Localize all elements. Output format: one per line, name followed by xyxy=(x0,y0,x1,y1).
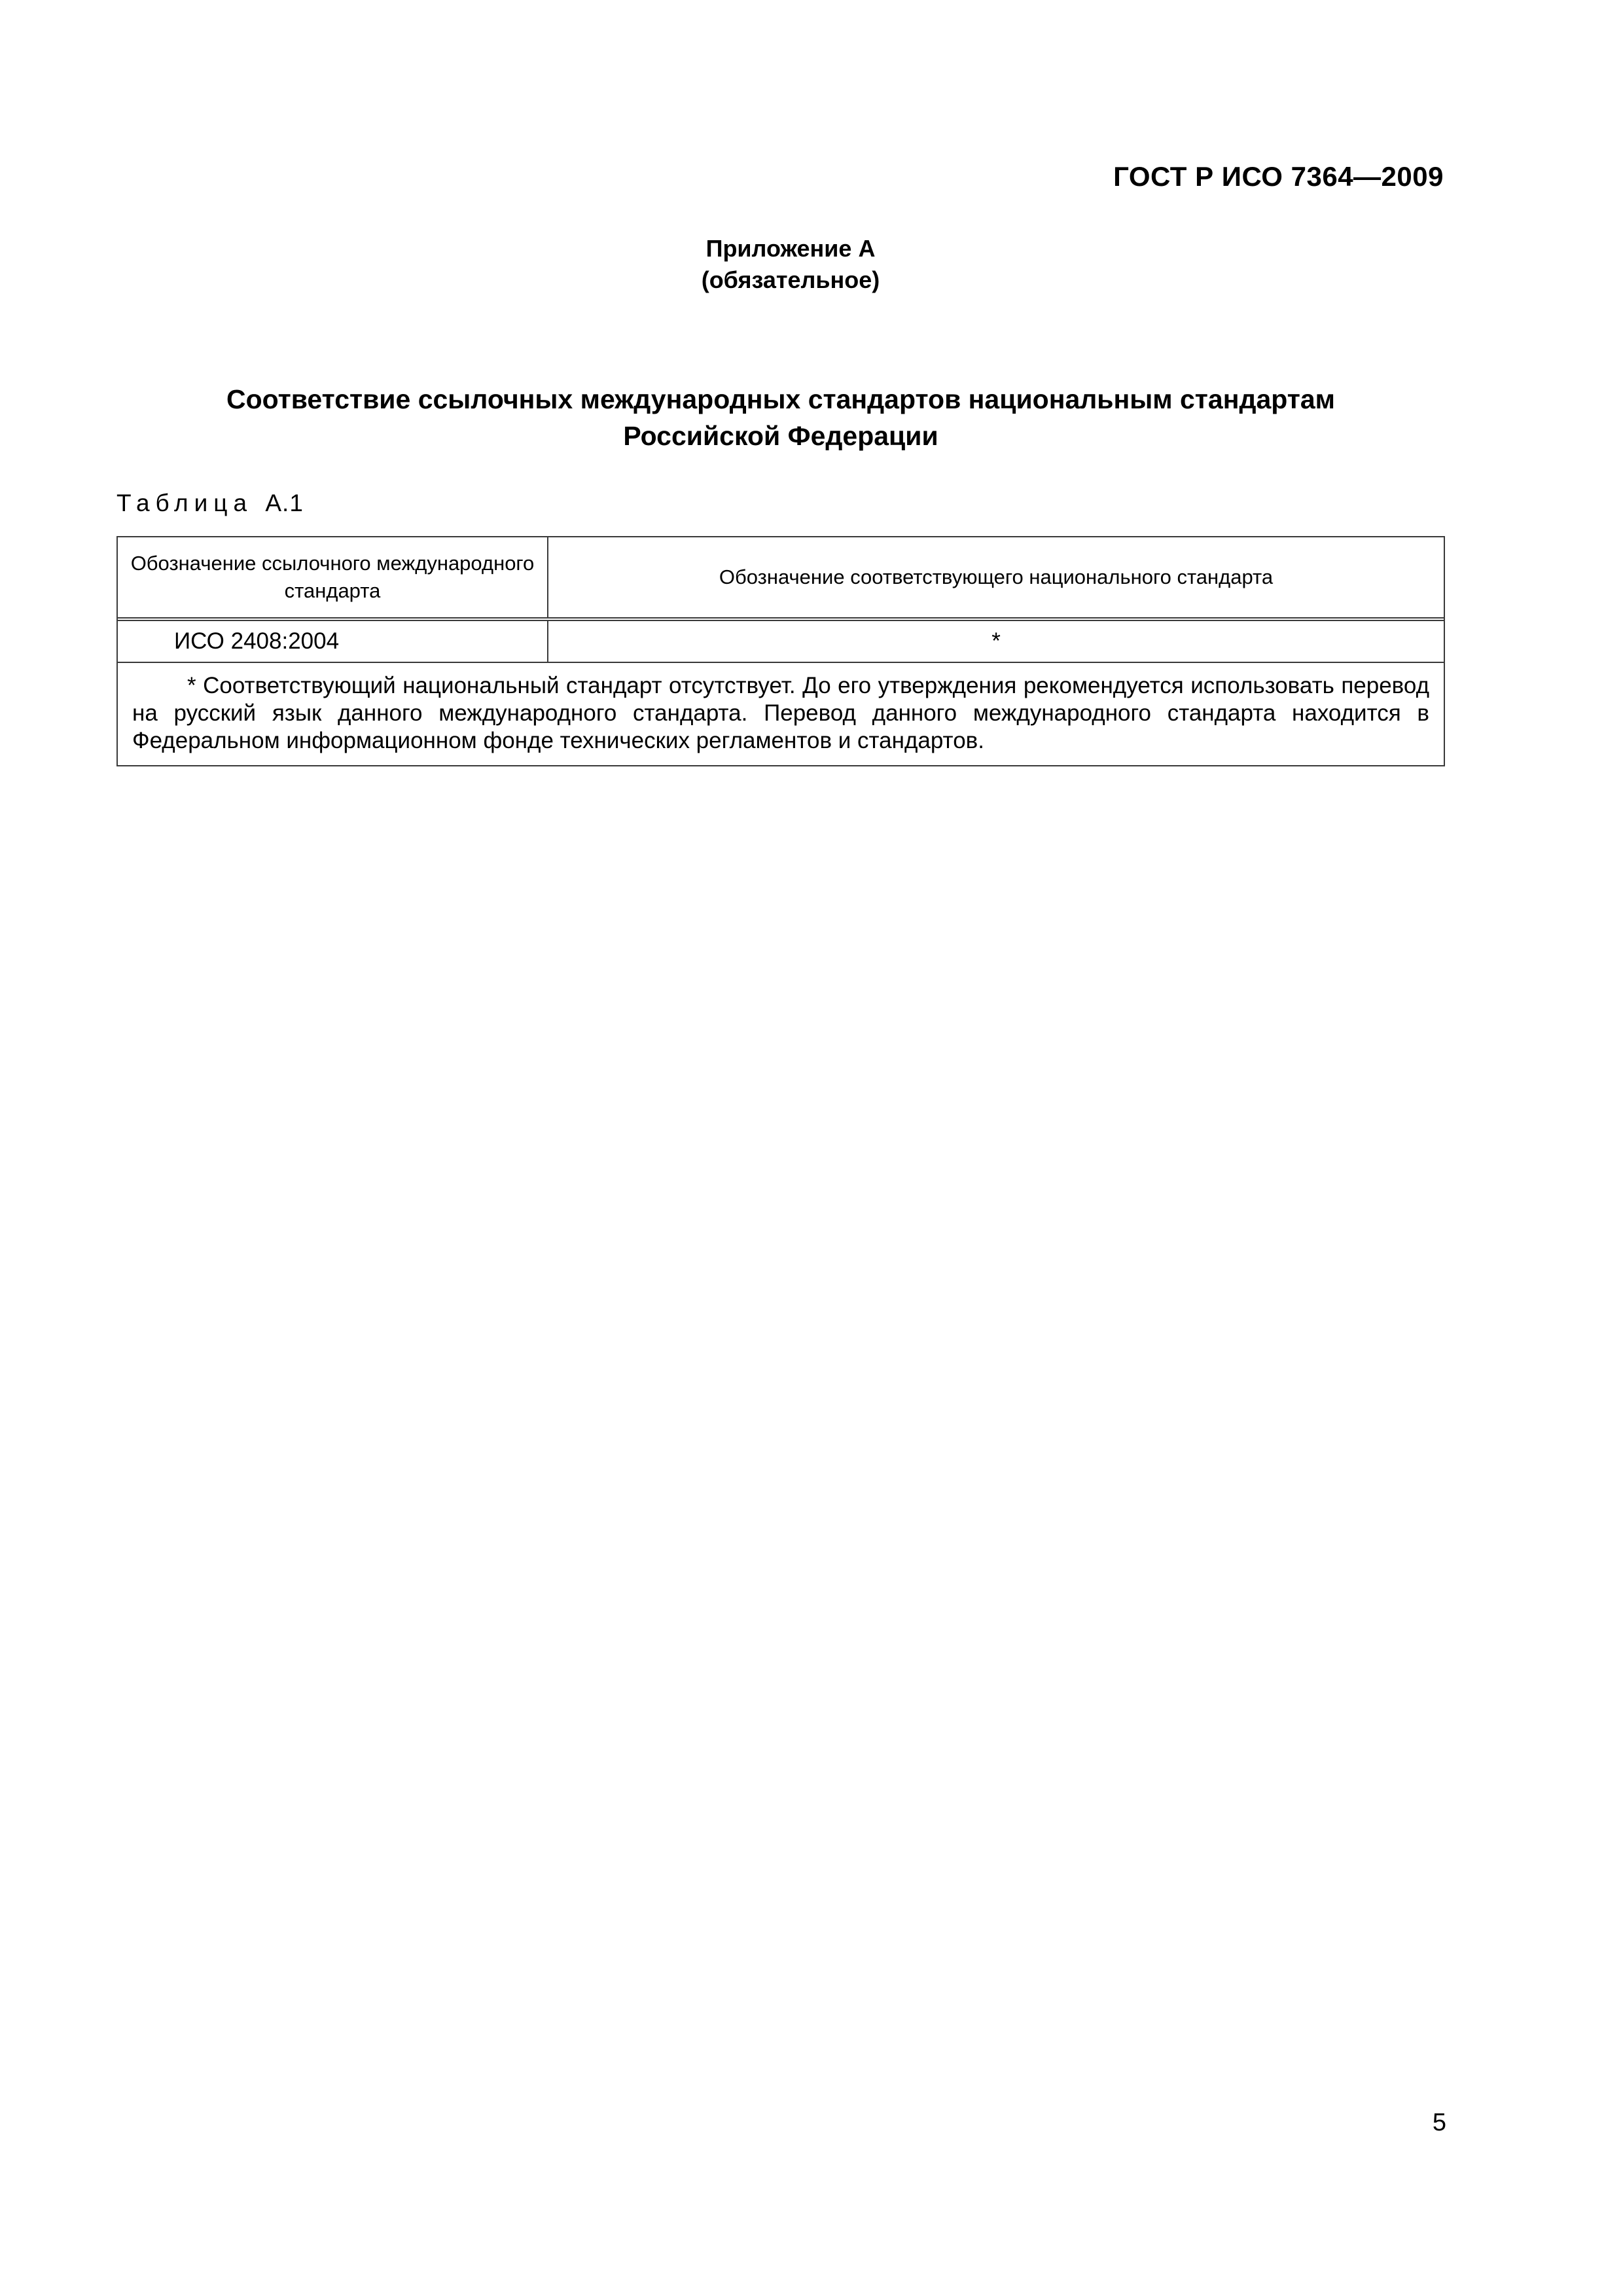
header-cell-national-standard: Обозначение соответствующего национального стандарта xyxy=(719,565,1274,588)
annex-title-line-2: Российской Федерации xyxy=(623,421,938,451)
cell-national-standard: * xyxy=(991,628,1001,654)
annex-title-line-1: Соответствие ссылочных международных стандартов национальным стандартам xyxy=(226,384,1335,414)
cell-international-standard: ИСО 2408:2004 xyxy=(118,621,548,662)
table-header-row xyxy=(118,537,1444,621)
correspondence-table xyxy=(116,536,1445,766)
annex-label: Приложение А xyxy=(705,235,876,262)
table-row xyxy=(118,621,1444,663)
annex-heading xyxy=(686,233,895,296)
document-code: ГОСТ Р ИСО 7364—2009 xyxy=(1113,161,1444,192)
header-cell-international-standard: Обозначение ссылочного международного стандарта xyxy=(118,537,548,617)
annex-status: (обязательное) xyxy=(701,266,880,293)
table-caption xyxy=(116,490,304,517)
annex-title xyxy=(118,381,1444,454)
table-caption-number: А.1 xyxy=(265,490,304,516)
table-caption-word: Таблица xyxy=(116,490,253,516)
page-number: 5 xyxy=(1432,2109,1446,2136)
table-footnote: * Соответствующий национальный стандарт отсутствует. До его утверждения рекомендуется использовать перевод на русский язык данного международного стандарта. Перевод данного международного стандарта находится в Федеральном информационном фонде технических регламентов и стандартов. xyxy=(132,673,1429,753)
